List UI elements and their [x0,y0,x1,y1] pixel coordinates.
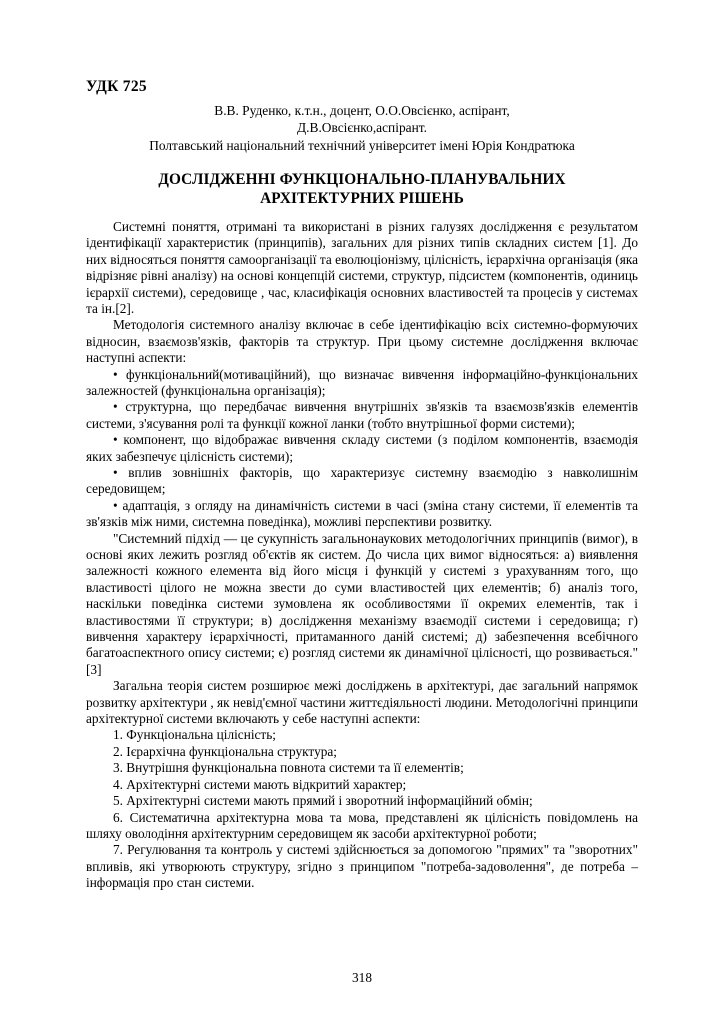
page-title [86,170,638,209]
bullet-component: • компонент, що відображає вивчення складу системи (з поділом компонентів, взаємодія яких забезпечує цілісність системи); [86,432,638,464]
paragraph-general-theory: Загальна теорія систем розширює межі досліджень в архітектурі, дає загальний напрямок розвитку архітектури , як невід'ємної частини життєдіяльності людини. Методологічні принципи архітектурної системи включають у себе наступні аспекти: [86,678,638,727]
paragraph-2: Методологія системного аналізу включає в себе ідентифікацію всіх системно-формуючих відносин, взаємозв'язків, факторів та структур. При цьому системне дослідження включає наступні аспекти: [86,317,638,366]
list-item-3: 3. Внутрішня функціональна повнота системи та її елементів; [113,760,464,776]
bullet-functional: • функціональний(мотиваційний), що визначає вивчення інформаційно-функціональних залежностей (функціональна організація); [86,366,638,398]
bullet-structural: • структурна, що передбачає вивчення внутрішніх зв'язків та взаємозв'язків елементів системи, з'ясування ролі та функції кожної ланки (тобто внутрішньої форми системи); [86,399,638,431]
list-item-2: 2. Ієрархічна функціональна структура; [113,743,337,759]
list-item-1: 1. Функціональна цілісність; [113,727,276,743]
paragraph-systemic-approach: "Системний підхід — це сукупність загальнонаукових методологічних принципів (вимог), в основі яких лежить розгляд об'єктів як систем. До числа цих вимог відносяться: а) виявлення залежності кожного елемента від його місця і функцій у системі з урахуванням того, що властивості цілого не можна звести до суми властивостей цих елементів; б) аналіз того, наскільки поведінка системи зумовлена як особливостями її окремих елементів, так і властивостями її структури; в) дослідження механізму взаємодії системи і середовища; г) вивчення характеру ієрархічності, притаманного даній системі; д) забезпечення всебічного багатоаспектного опису системи; є) розгляд системи як динамічної цілісності, що розвивається."[3] [86,530,638,677]
list-item-4: 4. Архітектурні системи мають відкритий характер; [113,776,407,792]
paragraph-1: Системні поняття, отримані та використані в різних галузях дослідження є результатом ідентифікації характеристик (принципів), загальних для різних типів складних систем [1]. До них відносяться поняття самоорганізації та еволюціонізму, цілісність, ієрархічна організація (яка відрізняє рівні аналізу) на основі концепцій системи, структур, підсистем (компонентів, одиниць ієрархії системи), середовище , час, класифікація основних властивостей та процесів у системах та ін.[2]. [86,218,638,316]
authors-line-2: Д.В.Овсієнко,аспірант. [297,120,427,136]
authors-line-1: В.В. Руденко, к.т.н., доцент, О.О.Овсієнко, аспірант, [214,103,510,118]
list-item-7: 7. Регулювання та контроль у системі здійснюється за допомогою "прямих" та "зворотних" впливів, які утворюють структуру, згідно з принципом "потреба-задоволення", де потреба – інформація про стан системи. [86,842,638,891]
list-item-5: 5. Архітектурні системи мають прямий і зворотний інформаційний обмін; [113,793,533,809]
udk-code: УДК 725 [86,78,147,95]
affiliation: Полтавський національний технічний університет імені Юрія Кондратюка [149,138,575,154]
bullet-adaptation: • адаптація, з огляду на динамічність системи в часі (зміна стану системи, її елементів та зв'язків між ними, системна поведінка), можливі перспективи розвитку. [86,497,638,530]
title-line-1: ДОСЛІДЖЕННІ ФУНКЦІОНАЛЬНО-ПЛАНУВАЛЬНИХ [158,170,566,188]
title-line-2: АРХІТЕКТУРНИХ РІШЕНЬ [260,190,464,208]
bullet-external-factors: • вплив зовнішніх факторів, що характеризує системну взаємодію з навколишнім середовищем; [86,464,638,497]
page-number: 318 [352,970,372,985]
list-item-6: 6. Систематична архітектурна мова та мова, представлені як цілісність повідомлень на шляху оволодіння архітектурним середовищем як засоби архітектурної роботи; [86,809,638,841]
